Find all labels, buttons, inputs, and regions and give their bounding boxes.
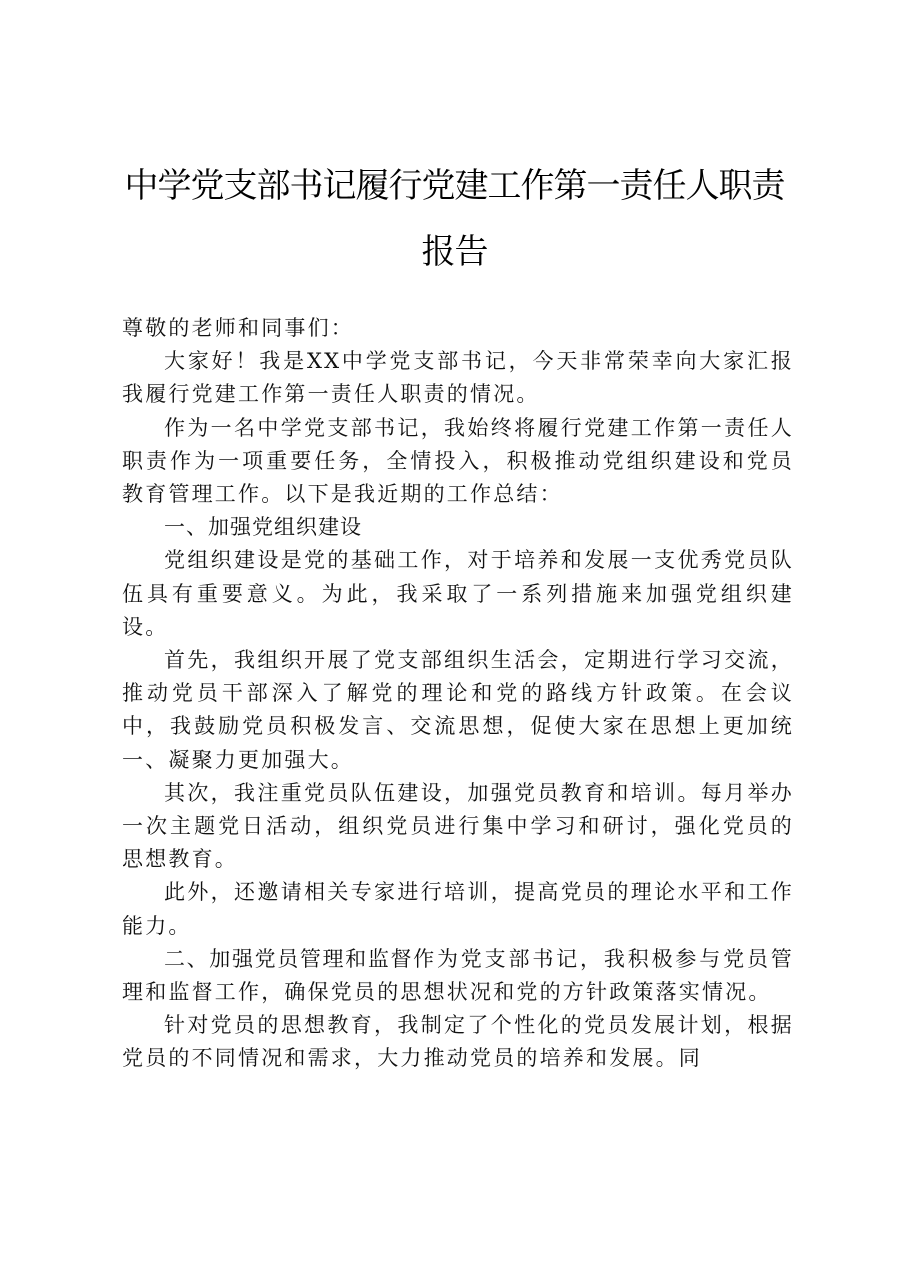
section2-heading: 二、加强党员管理和监督 — [164, 946, 414, 971]
document-title-line2: 报告 — [421, 232, 488, 272]
section1-paragraph: 首先，我组织开展了党支部组织生活会，定期进行学习交流，推动党员干部深入了解党的理论和党的路线方针政策。在会议中，我鼓励党员积极发言、交流思想，促使大家在思想上更加统一、凝聚力更加强大。 — [122, 648, 794, 772]
section1-heading: 一、加强党组织建设 — [164, 515, 362, 540]
paragraph-overview: 作为一名中学党支部书记，我始终将履行党建工作第一责任人职责作为一项重要任务，全情投入，积极推动党组织建设和党员教育管理工作。以下是我近期的工作总结： — [122, 415, 794, 507]
section2-intro: 作为党支部书记，我积极参与党员管理和监督工作，确保党员的思想状况和党的方针政策落实情况。 — [122, 946, 794, 1005]
section2-paragraph: 针对党员的思想教育，我制定了个性化的党员发展计划，根据党员的不同情况和需求，大力推动党员的培养和发展。同 — [122, 1013, 794, 1071]
section1-paragraph: 此外，还邀请相关专家进行培训，提高党员的理论水平和工作能力。 — [122, 880, 794, 938]
section2-paragraph-with-heading — [122, 943, 794, 1009]
salutation: 尊敬的老师和同事们： — [122, 316, 354, 340]
section1-paragraph: 其次，我注重党员队伍建设，加强党员教育和培训。每月举办一次主题党日活动，组织党员进行集中学习和研讨，强化党员的思想教育。 — [122, 780, 794, 872]
paragraph-greeting: 大家好！我是XX中学党支部书记，今天非常荣幸向大家汇报我履行党建工作第一责任人职责的情况。 — [122, 349, 794, 407]
document-title-line1: 中学党支部书记履行党建工作第一责任人职责 — [124, 166, 785, 206]
document-body — [122, 312, 794, 1076]
section1-paragraph: 党组织建设是党的基础工作，对于培养和发展一支优秀党员队伍具有重要意义。为此，我采取了一系列措施来加强党组织建设。 — [122, 548, 794, 639]
